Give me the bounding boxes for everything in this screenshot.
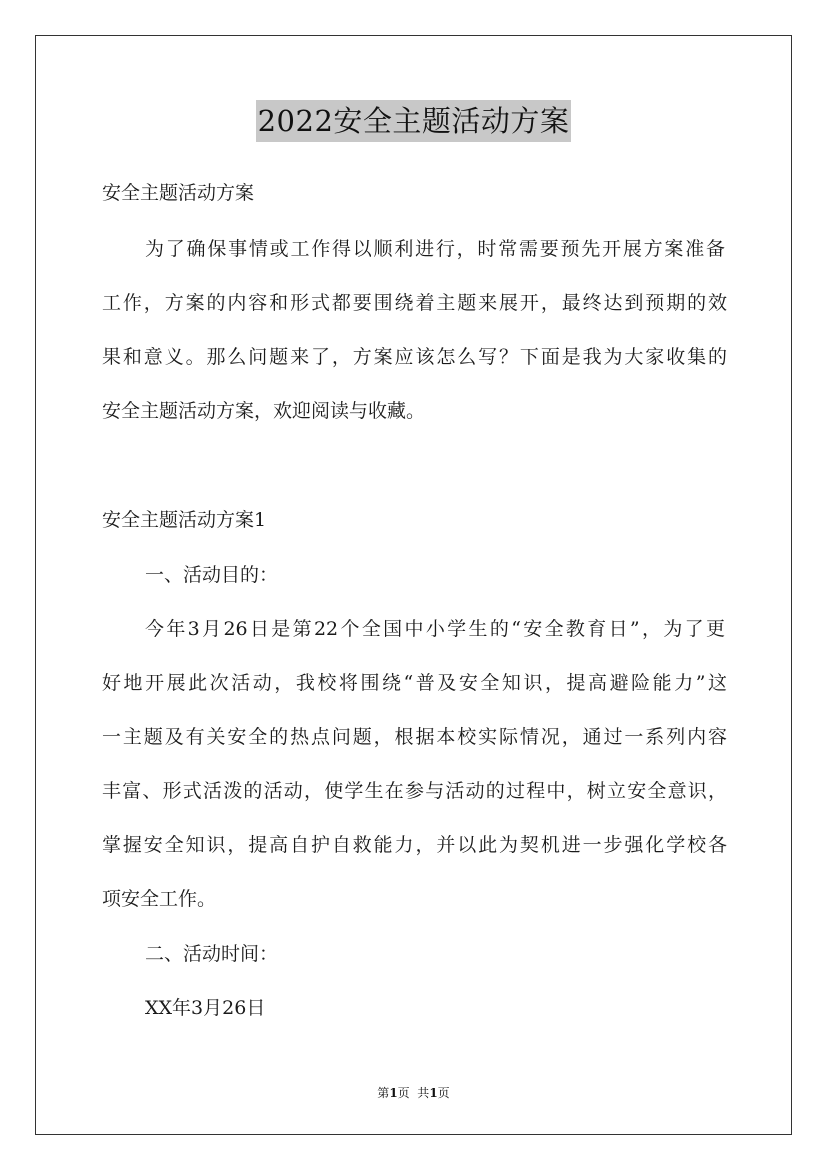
activity-date: XX年3月26日 <box>145 997 266 1019</box>
paragraph-line: 项安全工作。 <box>102 888 217 910</box>
title-container <box>0 100 827 142</box>
paragraph-line: 为了确保事情或工作得以顺利进行，时常需要预先开展方案准备 <box>145 238 725 260</box>
paragraph-line: 一主题及有关安全的热点问题，根据本校实际情况，通过一系列内容 <box>102 726 727 748</box>
section-heading-plan-1: 安全主题活动方案1 <box>102 509 267 531</box>
footer-page-total: 1 <box>429 1086 438 1100</box>
paragraph-line: 好地开展此次活动，我校将围绕“普及安全知识，提高避险能力”这 <box>102 672 727 694</box>
footer-prefix: 第 <box>377 1086 390 1100</box>
paragraph-line: 安全主题活动方案，欢迎阅读与收藏。 <box>102 400 426 422</box>
page-footer <box>0 1085 827 1101</box>
paragraph-line: 今年3月26日是第22个全国中小学生的“安全教育日”，为了更 <box>145 618 725 640</box>
subheading-time: 二、活动时间： <box>145 943 279 965</box>
subheading-purpose: 一、活动目的： <box>145 564 279 586</box>
paragraph-line: 掌握安全知识，提高自护自救能力，并以此为契机进一步强化学校各 <box>102 834 727 856</box>
footer-mid: 页 共 <box>397 1086 430 1100</box>
paragraph-line: 果和意义。那么问题来了，方案应该怎么写？下面是我为大家收集的 <box>102 346 727 368</box>
section-heading-intro: 安全主题活动方案 <box>102 182 255 204</box>
document-title: 2022安全主题活动方案 <box>256 100 572 142</box>
paragraph-line: 丰富、形式活泼的活动，使学生在参与活动的过程中，树立安全意识， <box>102 780 727 802</box>
footer-suffix: 页 <box>437 1086 450 1100</box>
footer-page-number: 1 <box>389 1086 398 1100</box>
paragraph-line: 工作，方案的内容和形式都要围绕着主题来展开，最终达到预期的效 <box>102 292 727 314</box>
